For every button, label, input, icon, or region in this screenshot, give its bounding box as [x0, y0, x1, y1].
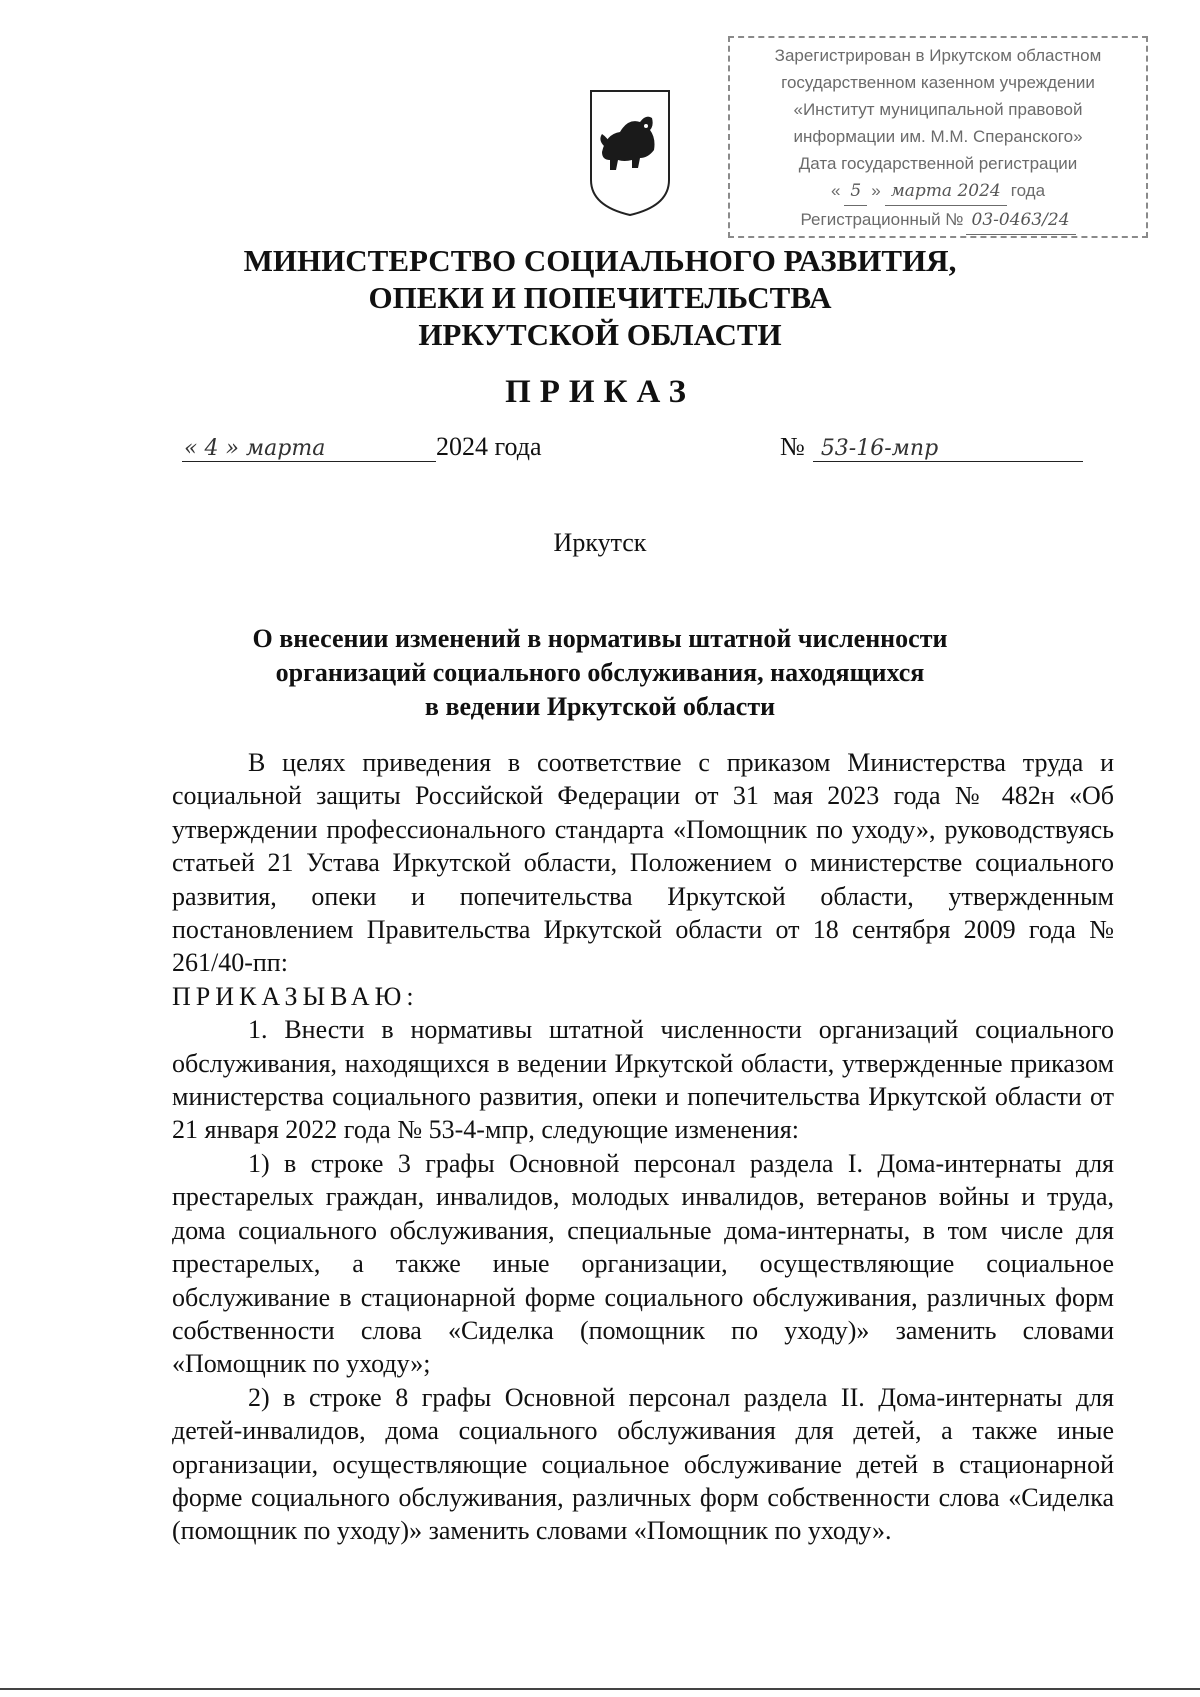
stamp-reg-label: Регистрационный №: [800, 210, 964, 229]
order-number: [780, 432, 1083, 462]
stamp-registration-number: [730, 206, 1146, 235]
page-bottom-rule: [0, 1688, 1200, 1690]
stamp-registration-date: [730, 177, 1146, 206]
order-date-handwritten: « 4 » марта: [182, 436, 436, 462]
stamp-date-open: «: [830, 181, 841, 200]
item-1-paragraph: 1. Внести в нормативы штатной численности организаций социального обслуживания, находящихся в ведении Иркутской области, утвержденные приказом министерства социального развития, опеки и попечительства Иркутской области от 21 января 2022 года № 53-4-мпр, следующие изменения:: [172, 1015, 1114, 1145]
order-number-sign: №: [780, 432, 805, 461]
subject-line-1: О внесении изменений в нормативы штатной численности: [252, 624, 948, 653]
order-word: ПРИКАЗЫВАЮ:: [172, 981, 419, 1011]
city-name: Иркутск: [553, 528, 647, 557]
stamp-date-day: 5: [844, 178, 867, 206]
preamble-paragraph: В целях приведения в соответствие с приказом Министерства труда и социальной защиты Российской Федерации от 31 мая 2023 года № 482н «Об утверждении профессионального стандарта «Помощник по уходу», руководствуясь статьей 21 Устава Иркутской области, Положением о министерстве социального развития, опеки и попечительства Иркутской области, утвержденным постановлением Правительства Иркутской области от 18 сентября 2009 года № 261/40-пп:: [172, 748, 1114, 978]
order-number-handwritten: 53-16-мпр: [813, 436, 1083, 462]
ministry-line-3: ИРКУТСКОЙ ОБЛАСТИ: [418, 317, 782, 352]
item-1-2-paragraph: 2) в строке 8 графы Основной персонал раздела II. Дома-интернаты для детей-инвалидов, дома социального обслуживания для детей, а также иные организации, осуществляющие социальное обслуживание детей в стационарной форме социального обслуживания, различных форм собственности слова «Сиделка (помощник по уходу)» заменить словами «Помощник по уходу».: [172, 1382, 1114, 1546]
registration-stamp: [728, 36, 1148, 238]
stamp-line-4: информации им. М.М. Сперанского»: [793, 127, 1083, 146]
stamp-reg-number: 03-0463/24: [966, 207, 1076, 235]
item-1-1-paragraph: 1) в строке 3 графы Основной персонал раздела I. Дома-интернаты для престарелых граждан, инвалидов, молодых инвалидов, ветеранов войны и труда, дома социального обслуживания, специальные дома-интернаты, в том числе для престарелых, а также иные организации, осуществляющие социальное обслуживание в стационарной форме социального обслуживания, различных форм собственности слова «Сиделка (помощник по уходу)» заменить словами «Помощник по уходу»;: [172, 1148, 1114, 1379]
order-year: 2024 года: [436, 432, 542, 461]
ministry-title: [200, 242, 1000, 353]
document-type-title: ПРИКАЗ: [505, 374, 695, 410]
subject-line-3: в ведении Иркутской области: [424, 692, 776, 721]
stamp-line-1: Зарегистрирован в Иркутском областном: [774, 46, 1102, 65]
stamp-line-5: Дата государственной регистрации: [798, 154, 1078, 173]
stamp-line-3: «Институт муниципальной правовой: [793, 100, 1083, 119]
stamp-date-mid: »: [871, 181, 881, 200]
order-body: [172, 746, 1114, 1548]
stamp-date-suffix: года: [1010, 181, 1046, 200]
order-date: [182, 432, 542, 462]
subject-line-2: организаций социального обслуживания, находящихся: [275, 658, 925, 687]
stamp-date-month-year: марта 2024: [885, 178, 1007, 206]
order-subject: [200, 622, 1000, 724]
stamp-line-2: государственном казенном учреждении: [781, 73, 1095, 92]
ministry-line-1: МИНИСТЕРСТВО СОЦИАЛЬНОГО РАЗВИТИЯ,: [243, 243, 957, 278]
coat-of-arms-icon: [588, 88, 672, 218]
ministry-line-2: ОПЕКИ И ПОПЕЧИТЕЛЬСТВА: [368, 280, 832, 315]
